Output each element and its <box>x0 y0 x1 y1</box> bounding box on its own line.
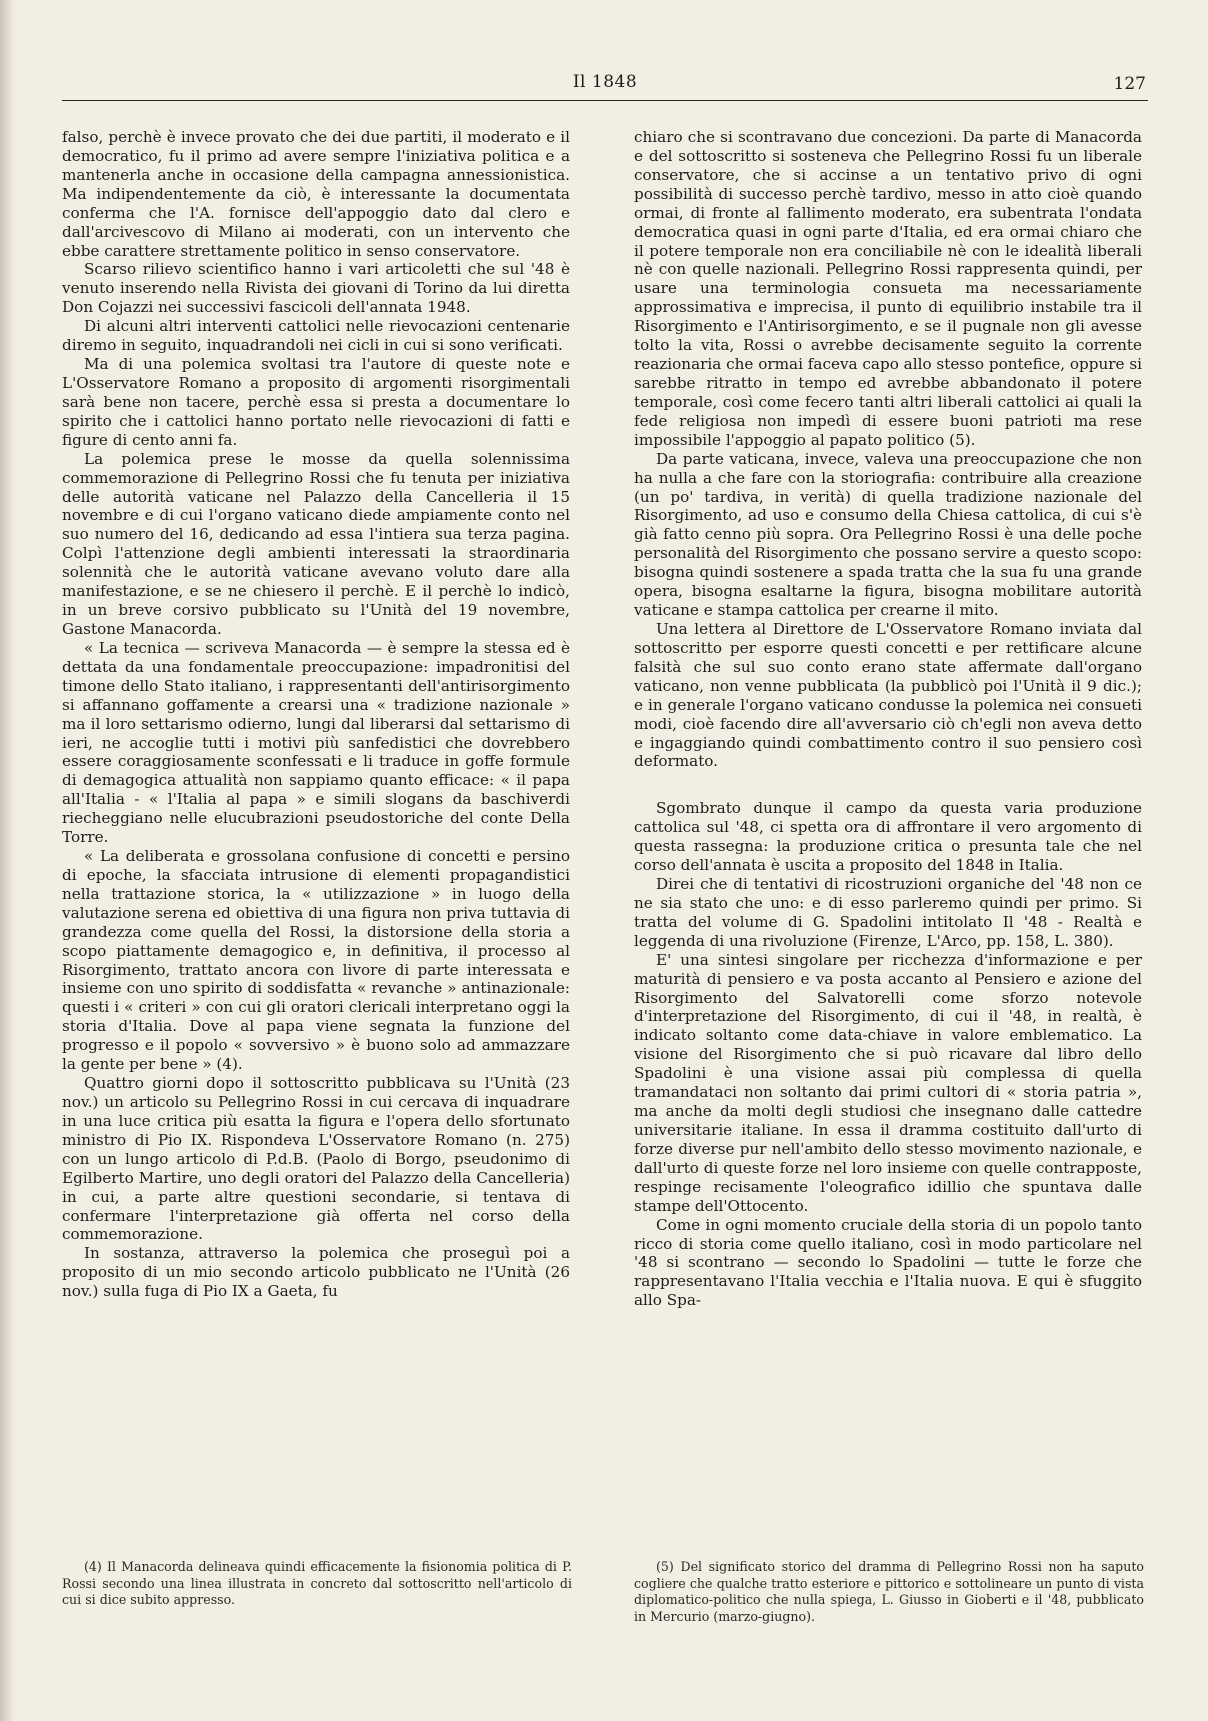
footnote-4 <box>62 1559 572 1609</box>
paragraph: Come in ogni momento cruciale della storia di un popolo tanto ricco di storia come quello italiano, così in modo particolare nel '48 si scontrano — secondo lo Spadolini — tutte le forze che rappresentavano l'Italia vecchia e l'Italia nuova. E qui è sfuggito allo Spa- <box>634 1215 1142 1310</box>
paragraph: Di alcuni altri interventi cattolici nelle rievocazioni centenarie diremo in seguito, inquadrandoli nei cicli in cui si sono verificati. <box>62 317 570 355</box>
paragraph: chiaro che si scontravano due concezioni. Da parte di Manacorda e del sottoscritto si sosteneva che Pellegrino Rossi fu un liberale conservatore, che si accinse a un tentativo privo di ogni possibilità di successo perchè tardivo, messo in atto cioè quando ormai, di fronte al fallimento moderato, era subentrata l'ondata democratica quasi in ogni parte d'Italia, ed era ormai chiaro che il potere temporale non era conciliabile nè con le idealità liberali nè con quelle nazionali. Pellegrino Rossi rappresenta quindi, per usare una terminologia consueta ma necessariamente approssimativa e imprecisa, il punto di equilibrio instabile tra il Risorgimento e l'Antirisorgimento, e se il pugnale non gli avesse tolto la vita, Rossi o avrebbe decisamente seguito la corrente reazionaria che ormai faceva capo allo stesso pontefice, oppure si sarebbe ritratto in tempo ed avrebbe abbandonato il potere temporale, così come fecero tanti altri liberali cattolici ai quali la fede religiosa non impedì di essere buoni patrioti ma rese impossibile l'appoggio al papato politico (5). <box>634 128 1142 449</box>
footnote-5 <box>634 1559 1144 1625</box>
footnote-text: (5) Del significato storico del dramma di Pellegrino Rossi non ha saputo cogliere che qualche tratto esteriore e pittorico e sottolineare un punto di vista diplomatico-politico che nulla spiega, L. Giusso in Gioberti e il '48, pubblicato in Mercurio (marzo-giugno). <box>634 1559 1144 1624</box>
footnote-text: (4) Il Manacorda delineava quindi efficacemente la fisionomia politica di P. Rossi secondo una linea illustrata in concreto dal sottoscritto nell'articolo di cui si dice subito appresso. <box>62 1559 572 1608</box>
paragraph: E' una sintesi singolare per ricchezza d'informazione e per maturità di pensiero e va posta accanto al Pensiero e azione del Risorgimento del Salvatorelli come sforzo notevole d'interpretazione del Risorgimento, di cui il '48, in realtà, è indicato soltanto come data-chiave in valore emblematico. La visione del Risorgimento che si può ricavare dal libro dello Spadolini è una visione assai più complessa di quella tramandataci non soltanto dai primi cultori di « storia patria », ma anche da molti degli studiosi che insegnano dalle cattedre universitarie italiane. In essa il dramma costituito dall'urto di forze diverse pur nell'ambito dello stesso movimento nazionale, e dall'urto di queste forze nel loro insieme con quelle contrapposte, respinge recisamente l'oleografico idillio che spuntava dalle stampe dell'Ottocento. <box>634 950 1142 1215</box>
paragraph: Direi che di tentativi di ricostruzioni organiche del '48 non ce ne sia stato che uno: e di esso parleremo quindi per primo. Si tratta del volume di G. Spadolini intitolato Il '48 - Realtà e leggenda di una rivoluzione (Firenze, L'Arco, pp. 158, L. 380). <box>634 875 1142 950</box>
section-opening-paragraph: Sgombrato dunque il campo da questa varia produzione cattolica sul '48, ci spetta ora di affrontare il vero argomento di questa rassegna: la produzione critica o presunta tale che nel corso dell'annata è uscita a proposito del 1848 in Italia. <box>634 799 1142 875</box>
paragraph: falso, perchè è invece provato che dei due partiti, il moderato e il democratico, fu il primo ad avere sempre l'iniziativa politica e a mantenerla anche in occasione della campagna annessionistica. Ma indipendentemente da ciò, è interessante la documentata conferma che l'A. fornisce dell'appoggio dato dal clero e dall'arcivescovo di Milano ai moderati, con un intervento che ebbe carattere strettamente politico in senso conservatore. <box>62 128 570 260</box>
paragraph: Scarso rilievo scientifico hanno i vari articoletti che sul '48 è venuto inserendo nella Rivista dei giovani di Torino da lui diretta Don Cojazzi nei successivi fascicoli dell'annata 1948. <box>62 260 570 317</box>
page-number: 127 <box>1113 74 1146 94</box>
paragraph: Da parte vaticana, invece, valeva una preoccupazione che non ha nulla a che fare con la storiografia: contribuire alla creazione (un po' tardiva, in verità) di quella tradizione nazionale del Risorgimento, ad uso e consumo della Chiesa cattolica, di cui s'è già fatto cenno più sopra. Ora Pellegrino Rossi è una delle poche personalità del Risorgimento che possano servire a questo scopo: bisogna quindi sostenere a spada tratta che la sua fu una grande opera, bisogna esaltarne la figura, bisogna mobilitare autorità vaticane e stampa cattolica per crearne il mito. <box>634 449 1142 620</box>
paragraph: Quattro giorni dopo il sottoscritto pubblicava su l'Unità (23 nov.) un articolo su Pellegrino Rossi in cui cercava di inquadrare in una luce critica più esatta la figura e l'opera dello sfortunato ministro di Pio IX. Rispondeva L'Osservatore Romano (n. 275) con un lungo articolo di P.d.B. (Paolo di Borgo, pseudonimo di Egilberto Martire, uno degli oratori del Palazzo della Cancelleria) in cui, a parte altre questioni secondarie, si tentava di confermare l'interpretazione già offerta nel corso della commemorazione. <box>62 1074 570 1244</box>
left-column <box>62 128 570 1301</box>
paragraph: La polemica prese le mosse da quella solennissima commemorazione di Pellegrino Rossi che fu tenuta per iniziativa delle autorità vaticane nel Palazzo della Cancelleria il 15 novembre e di cui l'organo vaticano diede ampiamente conto nel suo numero del 16, dedicando ad essa l'intiera sua terza pagina. Colpì l'attenzione degli ambienti interessati la straordinaria solennità che le autorità vaticane avevano voluto dare alla manifestazione, e se ne chiesero il perchè. E il perchè lo indicò, in un breve corsivo pubblicato su l'Unità del 19 novembre, Gastone Manacorda. <box>62 449 570 638</box>
page-header <box>62 66 1148 101</box>
quotation-paragraph: « La tecnica — scriveva Manacorda — è sempre la stessa ed è dettata da una fondamentale preoccupazione: impadronitisi del timone dello Stato italiano, i rappresentanti dell'antirisorgimento si affannano goffamente a crearsi una « tradizione nazionale » ma il loro settarismo odierno, lungi dal liberarsi dal settarismo di ieri, ne accoglie tutti i motivi più sanfedistici che dovrebbero essere coraggiosamente sconfessati e li traduce in goffe formule di demagogica attualità non sappiamo quanto efficace: « il papa all'Italia - « l'Italia al papa » e simili slogans da baschiverdi riecheggiano nelle elucubrazioni pseudostoriche del conte Della Torre. <box>62 638 570 847</box>
paragraph: In sostanza, attraverso la polemica che proseguì poi a proposito di un mio secondo articolo pubblicato ne l'Unità (26 nov.) sulla fuga di Pio IX a Gaeta, fu <box>62 1244 570 1301</box>
paragraph: Una lettera al Direttore de L'Osservatore Romano inviata dal sottoscritto per esporre questi concetti e per rettificare alcune falsità che sul suo conto erano state affermate dall'organo vaticano, non venne pubblicata (la pubblicò poi l'Unità il 9 dic.); e in generale l'organo vaticano condusse la polemica nei consueti modi, cioè facendo dire all'avversario ciò ch'egli non aveva detto e ingaggiando quindi combattimento contro il suo pensiero così deformato. <box>634 619 1142 771</box>
right-column <box>634 128 1142 1310</box>
binding-shadow <box>0 0 14 1721</box>
paragraph: Ma di una polemica svoltasi tra l'autore di queste note e L'Osservatore Romano a proposito di argomenti risorgimentali sarà bene non tacere, perchè essa si presta a documentare lo spirito che i cattolici hanno portato nelle rievocazioni di fatti e figure di cento anni fa. <box>62 355 570 449</box>
running-title: Il 1848 <box>572 72 638 92</box>
quotation-paragraph: « La deliberata e grossolana confusione di concetti e persino di epoche, la sfacciata intrusione di elementi propagandistici nella trattazione storica, la « utilizzazione » in luogo della valutazione serena ed obiettiva di una figura non priva tuttavia di grandezza come quella del Rossi, la distorsione della storia a scopo piattamente demagogico e, in definitiva, il processo al Risorgimento, trattato ancora con livore di parte interessata e insieme con uno spirito di soddisfatta « revanche » antinazionale: questi i « criteri » con cui gli oratori clericali interpretano oggi la storia d'Italia. Dove al papa viene segnata la funzione del progresso e il popolo « sovversivo » è buono solo ad ammazzare la gente per bene » (4). <box>62 847 570 1074</box>
